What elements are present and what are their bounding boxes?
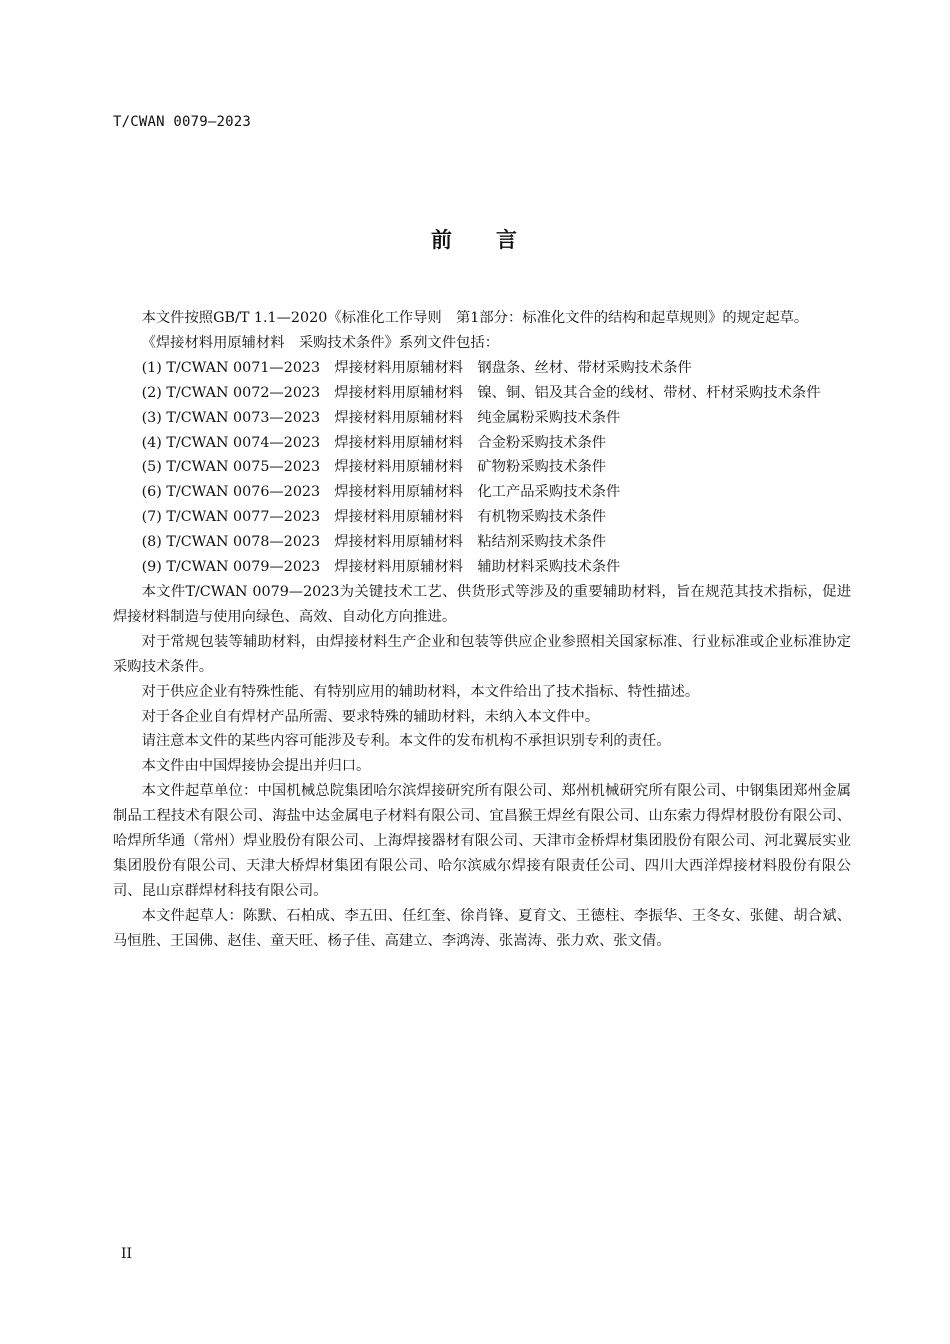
paragraph-drafting-units: 本文件起草单位：中国机械总院集团哈尔滨焊接研究所有限公司、郑州机械研究所有限公司、中钢集团郑州金属制品工程技术有限公司、海盐中达金属电子材料有限公司、宜昌猴王焊丝有限公司、山东索力得焊材股份有限公司、哈焊所华通（常州）焊业股份有限公司、上海焊接器材有限公司、天津市金桥焊材集团股份有限公司、河北翼辰实业集团股份有限公司、天津大桥焊材集团有限公司、哈尔滨威尔焊接有限责任公司、四川大西洋焊接材料股份有限公司、昆山京群焊材科技有限公司。 xyxy=(113,783,851,899)
foreword-content xyxy=(113,306,851,954)
series-list-item: (9) T/CWAN 0079—2023 焊接材料用原辅材料 辅助材料采购技术条件 xyxy=(141,559,621,576)
series-list-item: (4) T/CWAN 0074—2023 焊接材料用原辅材料 合金粉采购技术条件 xyxy=(141,434,607,451)
standard-code-header: T/CWAN 0079—2023 xyxy=(113,114,252,130)
paragraph-special-materials: 对于供应企业有特殊性能、有特别应用的辅助材料，本文件给出了技术指标、特性描述。 xyxy=(141,683,700,700)
paragraph-regular-materials: 对于常规包装等辅助材料，由焊接材料生产企业和包装等供应企业参照相关国家标准、行业标准或企业标准协定采购技术条件。 xyxy=(113,633,851,675)
series-list-item: (1) T/CWAN 0071—2023 焊接材料用原辅材料 钢盘条、丝材、带材采购技术条件 xyxy=(141,359,692,376)
page-title xyxy=(0,224,950,254)
paragraph-purpose: 本文件T/CWAN 0079—2023为关键技术工艺、供货形式等涉及的重要辅助材料，旨在规范其技术指标，促进焊接材料制造与使用向绿色、高效、自动化方向推进。 xyxy=(113,583,851,625)
paragraph-excluded-materials: 对于各企业自有焊材产品所需、要求特殊的辅助材料，未纳入本文件中。 xyxy=(141,708,600,725)
title-right-char: 言 xyxy=(496,228,519,252)
series-list-item: (8) T/CWAN 0078—2023 焊接材料用原辅材料 粘结剂采购技术条件 xyxy=(141,534,607,551)
paragraph-patent-notice: 请注意本文件的某些内容可能涉及专利。本文件的发布机构不承担识别专利的责任。 xyxy=(141,733,671,750)
series-list-item: (3) T/CWAN 0073—2023 焊接材料用原辅材料 纯金属粉采购技术条件 xyxy=(141,409,621,426)
page-number: II xyxy=(121,1246,133,1262)
series-list-item: (6) T/CWAN 0076—2023 焊接材料用原辅材料 化工产品采购技术条件 xyxy=(141,484,621,501)
series-list-item: (7) T/CWAN 0077—2023 焊接材料用原辅材料 有机物采购技术条件 xyxy=(141,509,607,526)
paragraph-drafters: 本文件起草人：陈默、石柏成、李五田、任红奎、徐肖锋、夏育文、王德柱、李振华、王冬女、张健、胡合斌、马恒胜、王国佛、赵佳、童天旺、杨子佳、高建立、李鸿涛、张嵩涛、张力欢、张文倩。 xyxy=(113,907,851,949)
series-list-item: (5) T/CWAN 0075—2023 焊接材料用原辅材料 矿物粉采购技术条件 xyxy=(141,459,607,476)
paragraph-series-intro: 《焊接材料用原辅材料 采购技术条件》系列文件包括： xyxy=(141,334,500,351)
paragraph-proposer: 本文件由中国焊接协会提出并归口。 xyxy=(141,758,371,775)
title-left-char: 前 xyxy=(431,228,454,252)
paragraph-drafting-rule: 本文件按照GB/T 1.1—2020《标准化工作导则 第1部分：标准化文件的结构和起草规则》的规定起草。 xyxy=(141,310,809,326)
series-list-item: (2) T/CWAN 0072—2023 焊接材料用原辅材料 镍、铜、铝及其合金的线材、带材、杆材采购技术条件 xyxy=(141,384,821,401)
